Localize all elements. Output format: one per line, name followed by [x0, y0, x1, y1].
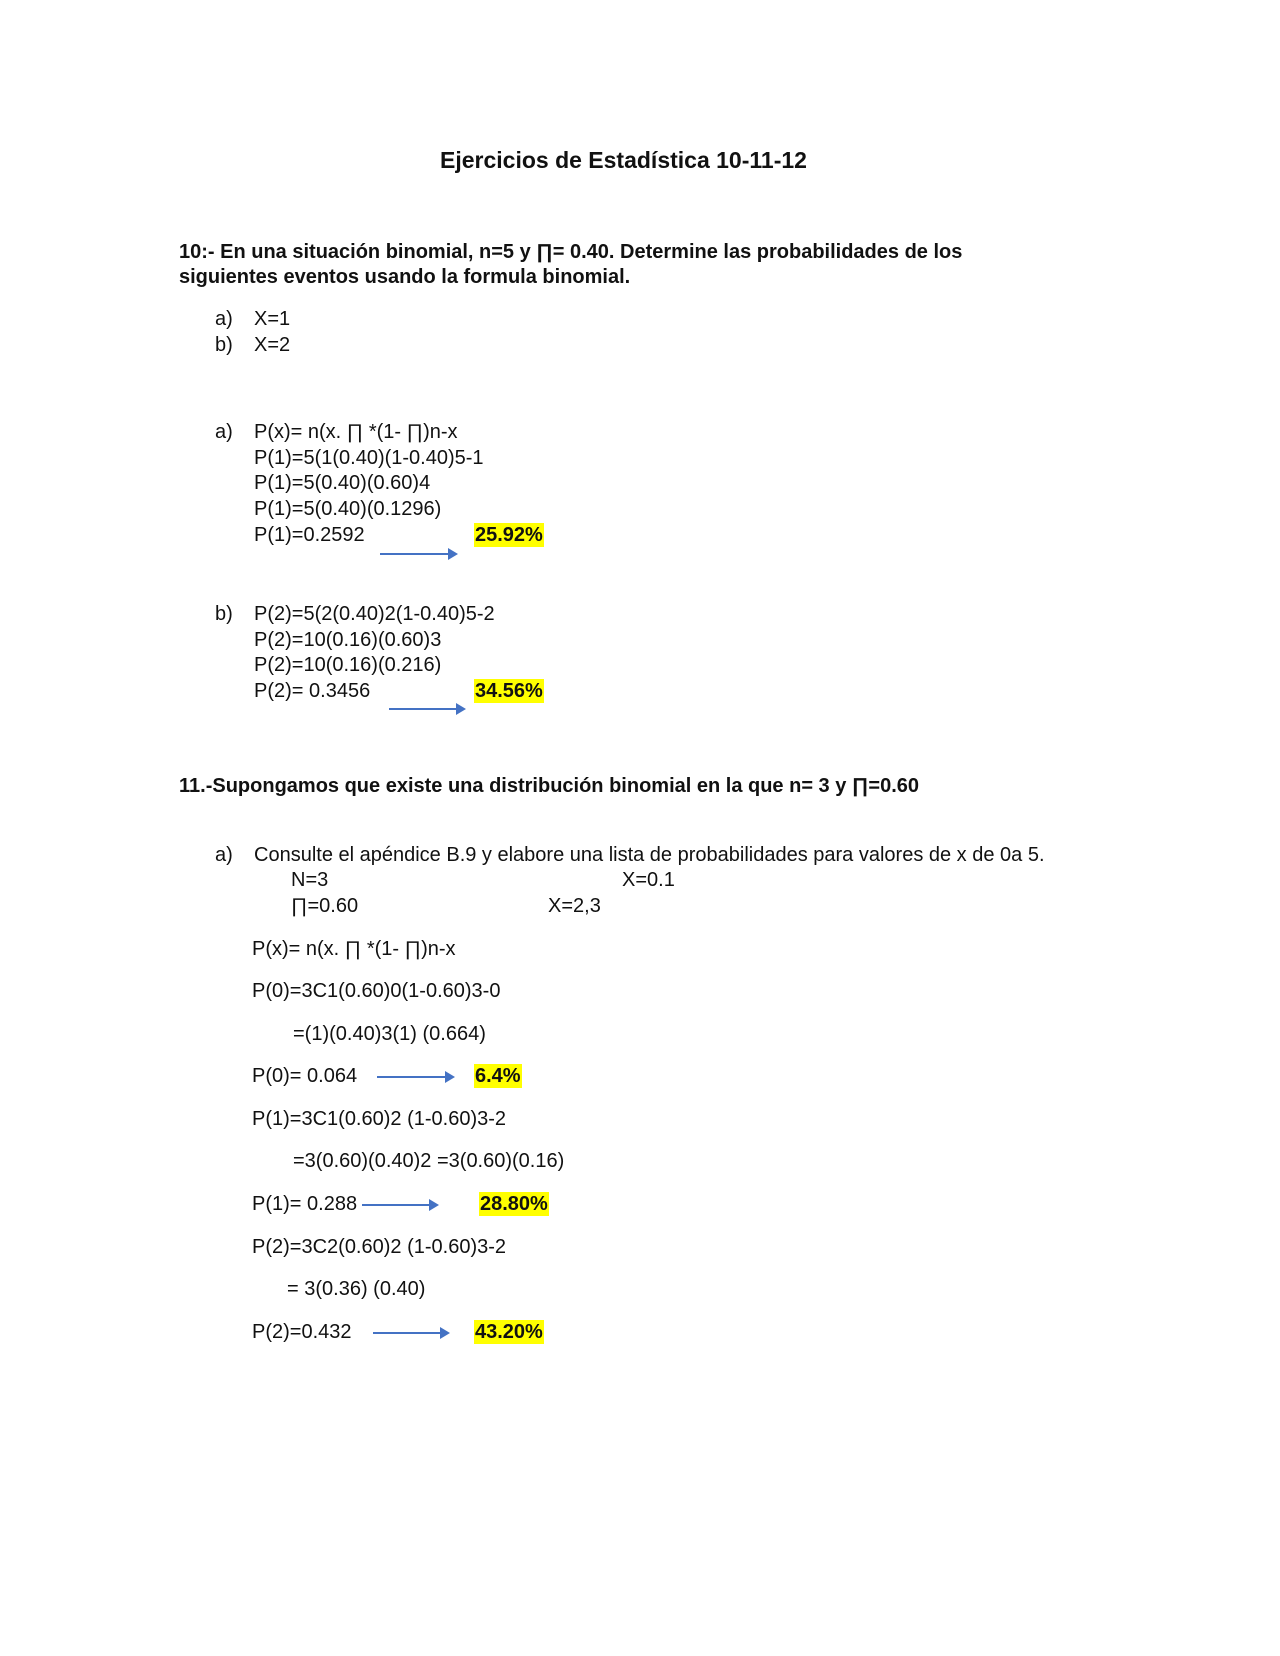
q10-heading-line1: 10:- En una situación binomial, n=5 y ∏= 0.40. Determine las probabilidades de los [179, 241, 963, 263]
arrow-icon [373, 1332, 448, 1334]
q11-p2-result-line: P(2)=0.432 [252, 1321, 352, 1343]
q10a-line: P(1)=0.2592 [254, 524, 365, 546]
q11-p0-calc: =(1)(0.40)3(1) (0.664) [293, 1023, 486, 1045]
q11-p1-line: P(1)=3C1(0.60)2 (1-0.60)3-2 [252, 1108, 507, 1130]
q10a-marker: a) [215, 421, 233, 443]
q11a-x2: X=2,3 [548, 895, 601, 917]
q11-p0-line: P(0)=3C1(0.60)0(1-0.60)3-0 [252, 980, 501, 1002]
q10b-line: P(2)=5(2(0.40)2(1-0.40)5-2 [254, 603, 495, 625]
q11a-n: N=3 [291, 869, 329, 891]
q10b-line: P(2)=10(0.16)(0.216) [254, 654, 442, 676]
q11a-marker: a) [215, 844, 233, 866]
q11-p2-calc: = 3(0.36) (0.40) [287, 1278, 426, 1300]
q10a-line: P(1)=5(0.40)(0.60)4 [254, 472, 431, 494]
q11-p1-result-line: P(1)= 0.288 [252, 1193, 358, 1215]
q11a-text: Consulte el apéndice B.9 y elabore una lista de probabilidades para valores de x de 0a 5. [254, 844, 1045, 866]
q11a-x1: X=0.1 [622, 869, 675, 891]
q11-p2-line: P(2)=3C2(0.60)2 (1-0.60)3-2 [252, 1236, 507, 1258]
q10b-result: 34.56% [475, 680, 543, 702]
arrow-icon [377, 1076, 453, 1078]
q11-p2-result: 43.20% [475, 1321, 543, 1343]
q10-item-marker: a) [215, 308, 233, 330]
arrow-icon [380, 553, 456, 555]
q11-p1-calc: =3(0.60)(0.40)2 =3(0.60)(0.16) [293, 1150, 565, 1172]
q10a-line: P(x)= n(x. ∏ *(1- ∏)n-x [254, 421, 458, 443]
q10a-line: P(1)=5(1(0.40)(1-0.40)5-1 [254, 447, 484, 469]
q11-p1-result: 28.80% [480, 1193, 548, 1215]
q10-heading-line2: siguientes eventos usando la formula binomial. [179, 266, 631, 288]
q10b-line: P(2)=10(0.16)(0.60)3 [254, 629, 442, 651]
q11a-pi: ∏=0.60 [291, 895, 359, 917]
q10-item-marker: b) [215, 334, 233, 356]
q10a-result: 25.92% [475, 524, 543, 546]
q10-item-text: X=2 [254, 334, 291, 356]
page-title: Ejercicios de Estadística 10-11-12 [440, 147, 807, 173]
q11-formula: P(x)= n(x. ∏ *(1- ∏)n-x [252, 938, 456, 960]
q10b-line: P(2)= 0.3456 [254, 680, 371, 702]
q11-p0-result-line: P(0)= 0.064 [252, 1065, 358, 1087]
arrow-icon [389, 708, 464, 710]
arrow-icon [362, 1204, 437, 1206]
q11-heading: 11.-Supongamos que existe una distribución binomial en la que n= 3 y ∏=0.60 [179, 775, 919, 797]
q11-p0-result: 6.4% [475, 1065, 521, 1087]
q10-item-text: X=1 [254, 308, 291, 330]
q10b-marker: b) [215, 603, 233, 625]
q10a-line: P(1)=5(0.40)(0.1296) [254, 498, 442, 520]
